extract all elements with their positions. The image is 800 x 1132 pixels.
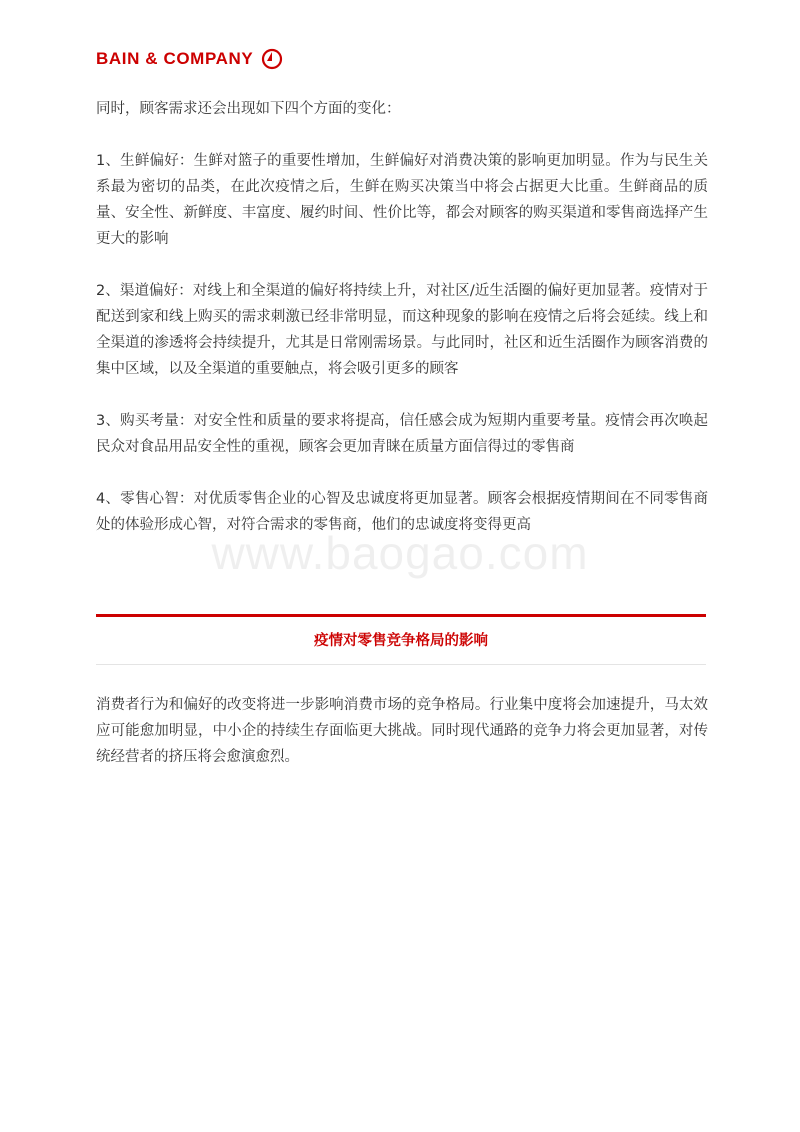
watermark: www.baogao.com: [211, 527, 589, 579]
brand-name: BAIN & COMPANY: [96, 49, 254, 68]
section-title: 疫情对零售竞争格局的影响: [314, 633, 488, 649]
point-channel-preference: 2、渠道偏好：对线上和全渠道的偏好将持续上升，对社区/近生活圈的偏好更加显著。疫情对于配送到家和线上购买的需求刺激已经非常明显，而这种现象的影响在疫情之后将会延续。线上和全渠道的渗透将会持续提升，尤其是日常刚需场景。与此同时，社区和近生活圈作为顾客消费的集中区域，以及全渠道的重要触点，将会吸引更多的顾客: [96, 283, 708, 377]
point-purchase-considerations: 3、购买考量：对安全性和质量的要求将提高，信任感会成为短期内重要考量。疫情会再次唤起民众对食品用品安全性的重视，顾客会更加青睐在质量方面信得过的零售商: [96, 413, 708, 455]
point-retail-mindshare: 4、零售心智：对优质零售企业的心智及忠诚度将更加显著。顾客会根据疫情期间在不同零售商处的体验形成心智，对符合需求的零售商，他们的忠诚度将变得更高: [96, 491, 708, 533]
section-body-paragraph: 消费者行为和偏好的改变将进一步影响消费市场的竞争格局。行业集中度将会加速提升，马太效应可能愈加明显，中小企的持续生存面临更大挑战。同时现代通路的竞争力将会更加显著，对传统经营者的挤压将会愈演愈烈。: [96, 697, 708, 765]
section-divider-thin: [96, 664, 706, 665]
main-content: [96, 96, 708, 538]
brand-logo: [96, 48, 283, 70]
intro-paragraph: 同时，顾客需求还会出现如下四个方面的变化：: [96, 101, 401, 117]
bain-circle-mark-icon: [261, 48, 283, 70]
section-content: [96, 692, 708, 770]
section-divider-red: [96, 614, 706, 617]
point-fresh-preference: 1、生鲜偏好：生鲜对篮子的重要性增加，生鲜偏好对消费决策的影响更加明显。作为与民生关系最为密切的品类，在此次疫情之后，生鲜在购买决策当中将会占据更大比重。生鲜商品的质量、安全性、新鲜度、丰富度、履约时间、性价比等，都会对顾客的购买渠道和零售商选择产生更大的影响: [96, 153, 708, 247]
